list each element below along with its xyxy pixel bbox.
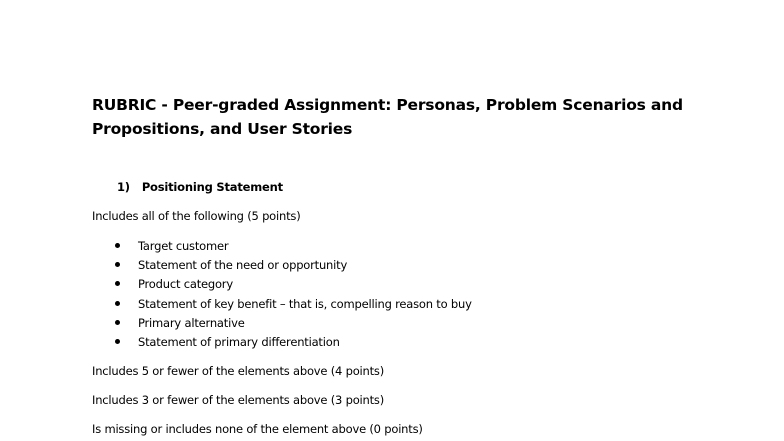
bullet-icon (115, 301, 120, 306)
section-number: 1) (117, 180, 130, 194)
list-item-text: Statement of key benefit – that is, compelling reason to buy (138, 296, 472, 311)
title-line-2: Propositions, and User Stories (92, 120, 353, 138)
criteria-four-points: Includes 5 or fewer of the elements above (4 points) (92, 364, 385, 378)
title-line-1: RUBRIC - Peer-graded Assignment: Personas, Problem Scenarios and (92, 96, 683, 114)
bullet-icon (115, 262, 120, 267)
criteria-three-points: Includes 3 or fewer of the elements above (3 points) (92, 393, 385, 407)
list-item-text: Statement of primary differentiation (138, 334, 340, 349)
bullet-icon (115, 339, 120, 344)
criteria-zero-points: Is missing or includes none of the element above (0 points) (92, 422, 423, 436)
criteria-intro: Includes all of the following (5 points) (92, 209, 301, 223)
section-heading (117, 179, 283, 195)
bullet-icon (115, 320, 120, 325)
list-item-text: Primary alternative (138, 315, 245, 330)
bullet-icon (115, 243, 120, 248)
list-item-text: Product category (138, 277, 233, 292)
bullet-icon (115, 281, 120, 286)
list-item-text: Statement of the need or opportunity (138, 258, 348, 273)
page-title (92, 93, 692, 141)
section-title: Positioning Statement (141, 180, 283, 194)
list-item-text: Target customer (138, 239, 229, 253)
